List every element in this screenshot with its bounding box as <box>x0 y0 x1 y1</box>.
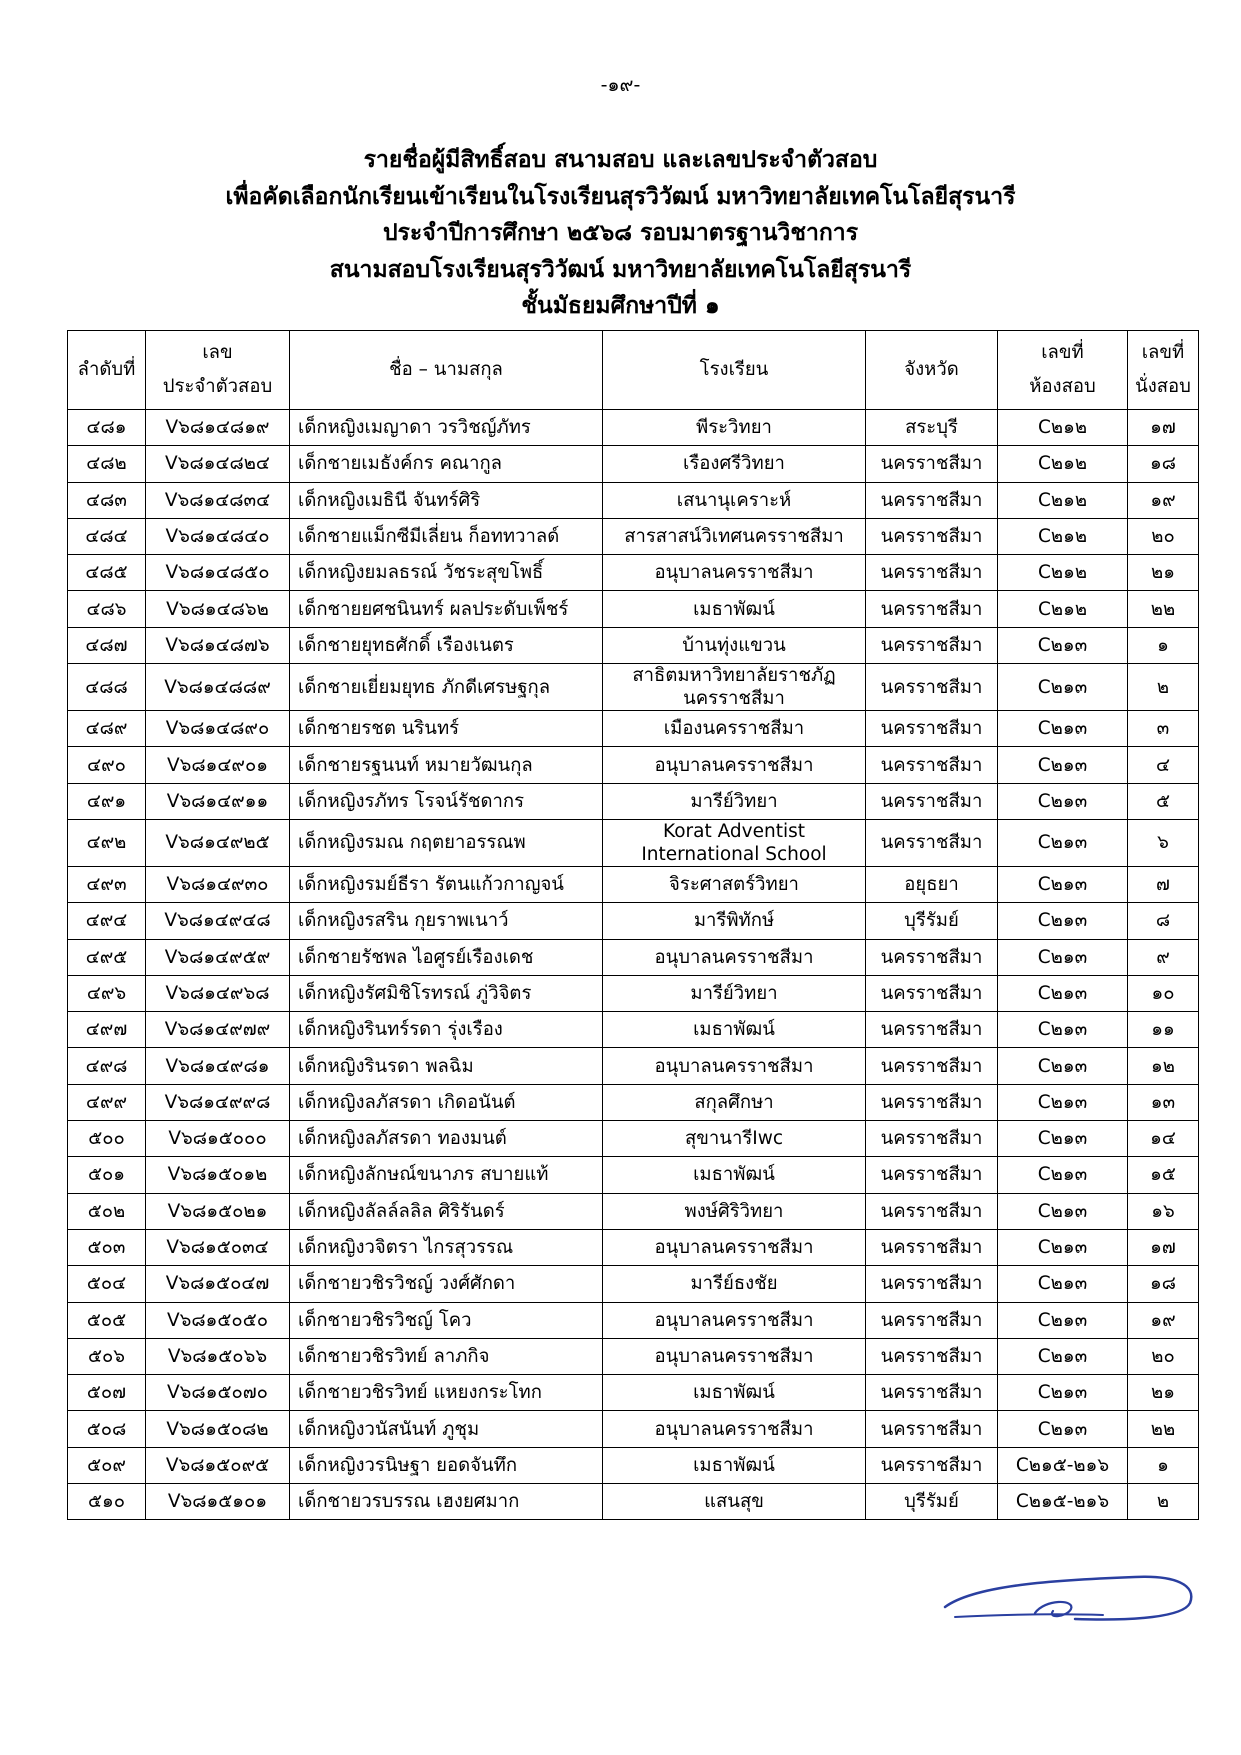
table-body <box>68 410 1199 1520</box>
table-row <box>68 1266 1199 1302</box>
cell-school: อนุบาลนครราชสีมา <box>603 939 866 975</box>
cell-province: นครราชสีมา <box>866 1229 998 1265</box>
cell-seat: ๒๑ <box>1128 555 1199 591</box>
cell-province: นครราชสีมา <box>866 1012 998 1048</box>
table-row <box>68 783 1199 819</box>
cell-no: ๕๐๕ <box>68 1302 146 1338</box>
cell-name: เด็กชายวชิรวิชญ์ โคว <box>290 1302 603 1338</box>
cell-school: พีระวิทยา <box>603 410 866 446</box>
cell-province: นครราชสีมา <box>866 1302 998 1338</box>
candidate-table <box>67 330 1199 1520</box>
cell-room: C๒๑๓ <box>998 1193 1128 1229</box>
cell-name: เด็กหญิงรินรดา พลฉิม <box>290 1048 603 1084</box>
cell-no: ๕๐๔ <box>68 1266 146 1302</box>
cell-no: ๔๙๐ <box>68 747 146 783</box>
cell-no: ๔๙๑ <box>68 783 146 819</box>
cell-name: เด็กหญิงรมย์ธีรา รัตนแก้วกาญจน์ <box>290 866 603 902</box>
table-row <box>68 1084 1199 1120</box>
table-row <box>68 518 1199 554</box>
cell-province: นครราชสีมา <box>866 783 998 819</box>
cell-seat: ๒ <box>1128 1484 1199 1520</box>
cell-exam-id: V๖๘๑๕๐๑๒ <box>146 1157 290 1193</box>
cell-exam-id: V๖๘๑๕๐๖๖ <box>146 1338 290 1374</box>
cell-exam-id: V๖๘๑๕๐๗๐ <box>146 1375 290 1411</box>
cell-province: นครราชสีมา <box>866 1048 998 1084</box>
cell-room: C๒๑๒ <box>998 410 1128 446</box>
cell-school: บ้านทุ่งแขวน <box>603 627 866 663</box>
document-title <box>0 142 1241 325</box>
cell-room: C๒๑๕-๒๑๖ <box>998 1484 1128 1520</box>
table-row <box>68 410 1199 446</box>
cell-room: C๒๑๓ <box>998 783 1128 819</box>
cell-exam-id: V๖๘๑๔๘๗๖ <box>146 627 290 663</box>
cell-province: นครราชสีมา <box>866 747 998 783</box>
header-room <box>998 331 1128 410</box>
title-line-4: สนามสอบโรงเรียนสุรวิวัฒน์ มหาวิทยาลัยเทคโนโลยีสุรนารี <box>329 256 912 283</box>
cell-province: นครราชสีมา <box>866 1338 998 1374</box>
cell-no: ๔๙๙ <box>68 1084 146 1120</box>
header-seat <box>1128 331 1199 410</box>
title-line-1: รายชื่อผู้มีสิทธิ์สอบ สนามสอบ และเลขประจำตัวสอบ <box>363 147 878 173</box>
cell-room: C๒๑๓ <box>998 1084 1128 1120</box>
cell-seat: ๑๗ <box>1128 1229 1199 1265</box>
cell-province: นครราชสีมา <box>866 664 998 711</box>
cell-exam-id: V๖๘๑๔๘๕๐ <box>146 555 290 591</box>
header-seat-line-1: เลขที่ <box>1141 342 1185 363</box>
cell-name: เด็กหญิงยมลธรณ์ วัชระสุขโพธิ์ <box>290 555 603 591</box>
table-row <box>68 975 1199 1011</box>
cell-room: C๒๑๓ <box>998 1012 1128 1048</box>
header-room-line-2: ห้องสอบ <box>1029 376 1096 397</box>
cell-room: C๒๑๓ <box>998 1121 1128 1157</box>
cell-no: ๕๐๒ <box>68 1193 146 1229</box>
cell-province: สระบุรี <box>866 410 998 446</box>
cell-school: อนุบาลนครราชสีมา <box>603 1302 866 1338</box>
table-row <box>68 1121 1199 1157</box>
cell-seat: ๓ <box>1128 711 1199 747</box>
table-row <box>68 482 1199 518</box>
cell-no: ๔๙๒ <box>68 819 146 866</box>
cell-name: เด็กชายเมธังค์กร คณากูล <box>290 446 603 482</box>
cell-province: นครราชสีมา <box>866 1157 998 1193</box>
cell-room: C๒๑๓ <box>998 1375 1128 1411</box>
cell-exam-id: V๖๘๑๔๙๒๕ <box>146 819 290 866</box>
cell-seat: ๑๑ <box>1128 1012 1199 1048</box>
cell-no: ๕๐๓ <box>68 1229 146 1265</box>
cell-exam-id: V๖๘๑๔๘๑๙ <box>146 410 290 446</box>
cell-no: ๔๘๘ <box>68 664 146 711</box>
title-line-5: ชั้นมัธยมศึกษาปีที่ ๑ <box>521 293 720 319</box>
cell-seat: ๒๒ <box>1128 1411 1199 1447</box>
cell-room: C๒๑๒ <box>998 446 1128 482</box>
cell-room: C๒๑๕-๒๑๖ <box>998 1447 1128 1483</box>
cell-province: นครราชสีมา <box>866 1266 998 1302</box>
cell-school: เรืองศรีวิทยา <box>603 446 866 482</box>
table-row <box>68 1302 1199 1338</box>
cell-province: นครราชสีมา <box>866 482 998 518</box>
cell-no: ๕๐๗ <box>68 1375 146 1411</box>
cell-province: นครราชสีมา <box>866 1084 998 1120</box>
table-row <box>68 1411 1199 1447</box>
cell-room: C๒๑๒ <box>998 591 1128 627</box>
cell-seat: ๑ <box>1128 1447 1199 1483</box>
cell-seat: ๑๒ <box>1128 1048 1199 1084</box>
cell-seat: ๗ <box>1128 866 1199 902</box>
cell-province: นครราชสีมา <box>866 446 998 482</box>
cell-name: เด็กหญิงวนัสนันท์ ภูชุม <box>290 1411 603 1447</box>
cell-school: เมธาพัฒน์ <box>603 1447 866 1483</box>
cell-school: พงษ์ศิริวิทยา <box>603 1193 866 1229</box>
cell-seat: ๒๐ <box>1128 1338 1199 1374</box>
cell-exam-id: V๖๘๑๕๐๙๕ <box>146 1447 290 1483</box>
cell-name: เด็กชายวชิรวิทย์ แหยงกระโทก <box>290 1375 603 1411</box>
cell-room: C๒๑๓ <box>998 1157 1128 1193</box>
cell-name: เด็กชายรชต นรินทร์ <box>290 711 603 747</box>
cell-exam-id: V๖๘๑๕๑๐๑ <box>146 1484 290 1520</box>
cell-seat: ๒๒ <box>1128 591 1199 627</box>
table-row <box>68 1157 1199 1193</box>
cell-exam-id: V๖๘๑๕๐๘๒ <box>146 1411 290 1447</box>
cell-room: C๒๑๓ <box>998 1302 1128 1338</box>
table-row <box>68 747 1199 783</box>
cell-no: ๕๐๘ <box>68 1411 146 1447</box>
cell-no: ๕๐๑ <box>68 1157 146 1193</box>
cell-exam-id: V๖๘๑๔๘๒๔ <box>146 446 290 482</box>
cell-room: C๒๑๓ <box>998 1266 1128 1302</box>
cell-school: เมธาพัฒน์ <box>603 1375 866 1411</box>
signature-mark <box>935 1555 1200 1635</box>
cell-exam-id: V๖๘๑๔๙๘๑ <box>146 1048 290 1084</box>
cell-seat: ๑๓ <box>1128 1084 1199 1120</box>
cell-name: เด็กหญิงลักษณ์ขนาภร สบายแท้ <box>290 1157 603 1193</box>
cell-school: สาธิตมหาวิทยาลัยราชภัฏ นครราชสีมา <box>603 664 866 711</box>
table-row <box>68 1193 1199 1229</box>
table-row <box>68 446 1199 482</box>
table-row <box>68 664 1199 711</box>
cell-name: เด็กชายวชิรวิชญ์ วงศ์ศักดา <box>290 1266 603 1302</box>
cell-exam-id: V๖๘๑๕๐๔๗ <box>146 1266 290 1302</box>
cell-name: เด็กชายแม็กซีมีเลี่ยน ก็อททวาลด์ <box>290 518 603 554</box>
cell-school: แสนสุข <box>603 1484 866 1520</box>
cell-room: C๒๑๓ <box>998 939 1128 975</box>
cell-room: C๒๑๓ <box>998 903 1128 939</box>
header-exam-id-line-1: เลข <box>202 342 233 363</box>
header-seat-line-2: นั่งสอบ <box>1135 376 1191 397</box>
cell-no: ๔๘๓ <box>68 482 146 518</box>
cell-school: มารีย์วิทยา <box>603 783 866 819</box>
cell-province: นครราชสีมา <box>866 975 998 1011</box>
cell-seat: ๒๐ <box>1128 518 1199 554</box>
cell-seat: ๑๘ <box>1128 446 1199 482</box>
cell-room: C๒๑๓ <box>998 1048 1128 1084</box>
cell-province: นครราชสีมา <box>866 1447 998 1483</box>
cell-no: ๔๙๔ <box>68 903 146 939</box>
cell-exam-id: V๖๘๑๔๘๖๒ <box>146 591 290 627</box>
cell-name: เด็กหญิงรสริน กุยราพเนาว์ <box>290 903 603 939</box>
cell-exam-id: V๖๘๑๔๙๐๑ <box>146 747 290 783</box>
cell-school: อนุบาลนครราชสีมา <box>603 1229 866 1265</box>
cell-name: เด็กชายยศชนินทร์ ผลประดับเพ็ชร์ <box>290 591 603 627</box>
header-room-line-1: เลขที่ <box>1041 342 1084 363</box>
cell-name: เด็กหญิงวรนิษฐา ยอดจันทึก <box>290 1447 603 1483</box>
cell-exam-id: V๖๘๑๔๙๙๘ <box>146 1084 290 1120</box>
cell-no: ๔๙๕ <box>68 939 146 975</box>
cell-no: ๔๘๖ <box>68 591 146 627</box>
cell-province: นครราชสีมา <box>866 1411 998 1447</box>
cell-school: สุขานารีIwc <box>603 1121 866 1157</box>
cell-province: อยุธยา <box>866 866 998 902</box>
cell-school: มารีย์วิทยา <box>603 975 866 1011</box>
cell-name: เด็กหญิงลภัสรดา ทองมนต์ <box>290 1121 603 1157</box>
cell-school: สารสาสน์วิเทศนครราชสีมา <box>603 518 866 554</box>
header-school: โรงเรียน <box>603 331 866 410</box>
header-exam-id <box>146 331 290 410</box>
cell-no: ๔๘๕ <box>68 555 146 591</box>
cell-name: เด็กหญิงรภัทร โรจน์รัชดากร <box>290 783 603 819</box>
cell-province: นครราชสีมา <box>866 518 998 554</box>
table-row <box>68 591 1199 627</box>
cell-room: C๒๑๓ <box>998 664 1128 711</box>
cell-room: C๒๑๓ <box>998 747 1128 783</box>
cell-seat: ๑๙ <box>1128 1302 1199 1338</box>
cell-seat: ๕ <box>1128 783 1199 819</box>
cell-name: เด็กหญิงรินทร์รดา รุ่งเรือง <box>290 1012 603 1048</box>
cell-no: ๕๑๐ <box>68 1484 146 1520</box>
cell-room: C๒๑๒ <box>998 518 1128 554</box>
title-line-2: เพื่อคัดเลือกนักเรียนเข้าเรียนในโรงเรียนสุรวิวัฒน์ มหาวิทยาลัยเทคโนโลยีสุรนารี <box>225 183 1016 210</box>
cell-school: เสนานุเคราะห์ <box>603 482 866 518</box>
cell-name: เด็กหญิงเมธินี จันทร์ศิริ <box>290 482 603 518</box>
cell-no: ๔๘๔ <box>68 518 146 554</box>
cell-exam-id: V๖๘๑๔๙๗๙ <box>146 1012 290 1048</box>
cell-school: อนุบาลนครราชสีมา <box>603 1411 866 1447</box>
cell-province: นครราชสีมา <box>866 555 998 591</box>
cell-province: นครราชสีมา <box>866 819 998 866</box>
cell-name: เด็กชายวชิรวิทย์ ลาภกิจ <box>290 1338 603 1374</box>
cell-room: C๒๑๓ <box>998 866 1128 902</box>
table-row <box>68 939 1199 975</box>
cell-seat: ๑๙ <box>1128 482 1199 518</box>
cell-name: เด็กหญิงรมณ กฤตยาอรรณพ <box>290 819 603 866</box>
cell-no: ๔๘๑ <box>68 410 146 446</box>
cell-exam-id: V๖๘๑๔๘๓๔ <box>146 482 290 518</box>
cell-name: เด็กหญิงลภัสรดา เกิดอนันต์ <box>290 1084 603 1120</box>
cell-seat: ๖ <box>1128 819 1199 866</box>
cell-room: C๒๑๓ <box>998 1338 1128 1374</box>
title-line-3: ประจำปีการศึกษา ๒๕๖๘ รอบมาตรฐานวิชาการ <box>382 220 859 246</box>
cell-no: ๕๐๖ <box>68 1338 146 1374</box>
cell-school: สกุลศึกษา <box>603 1084 866 1120</box>
cell-no: ๕๐๐ <box>68 1121 146 1157</box>
cell-exam-id: V๖๘๑๔๙๔๘ <box>146 903 290 939</box>
cell-exam-id: V๖๘๑๔๘๙๐ <box>146 711 290 747</box>
table-row <box>68 555 1199 591</box>
table-row <box>68 1484 1199 1520</box>
cell-no: ๔๙๘ <box>68 1048 146 1084</box>
cell-exam-id: V๖๘๑๔๙๓๐ <box>146 866 290 902</box>
cell-seat: ๑๕ <box>1128 1157 1199 1193</box>
cell-province: บุรีรัมย์ <box>866 1484 998 1520</box>
cell-seat: ๙ <box>1128 939 1199 975</box>
cell-school: มารีย์ธงชัย <box>603 1266 866 1302</box>
cell-school: เมธาพัฒน์ <box>603 1157 866 1193</box>
cell-province: นครราชสีมา <box>866 1193 998 1229</box>
page-number: -๑๙- <box>600 74 641 96</box>
cell-no: ๕๐๙ <box>68 1447 146 1483</box>
cell-room: C๒๑๓ <box>998 711 1128 747</box>
cell-room: C๒๑๓ <box>998 1229 1128 1265</box>
cell-room: C๒๑๒ <box>998 555 1128 591</box>
cell-no: ๔๙๖ <box>68 975 146 1011</box>
cell-room: C๒๑๒ <box>998 482 1128 518</box>
cell-seat: ๒ <box>1128 664 1199 711</box>
cell-exam-id: V๖๘๑๔๘๔๐ <box>146 518 290 554</box>
cell-no: ๔๘๗ <box>68 627 146 663</box>
cell-seat: ๑๗ <box>1128 410 1199 446</box>
cell-school: อนุบาลนครราชสีมา <box>603 555 866 591</box>
table-row <box>68 1447 1199 1483</box>
cell-school: Korat Adventist International School <box>603 819 866 866</box>
cell-exam-id: V๖๘๑๕๐๒๑ <box>146 1193 290 1229</box>
cell-school: เมธาพัฒน์ <box>603 1012 866 1048</box>
cell-exam-id: V๖๘๑๕๐๐๐ <box>146 1121 290 1157</box>
table-row <box>68 1229 1199 1265</box>
cell-seat: ๑ <box>1128 627 1199 663</box>
table-row <box>68 627 1199 663</box>
cell-seat: ๘ <box>1128 903 1199 939</box>
cell-name: เด็กหญิงวจิตรา ไกรสุวรรณ <box>290 1229 603 1265</box>
cell-name: เด็กชายรฐนนท์ หมายวัฒนกุล <box>290 747 603 783</box>
cell-name: เด็กชายยุทธศักดิ์ เรืองเนตร <box>290 627 603 663</box>
cell-room: C๒๑๓ <box>998 975 1128 1011</box>
cell-seat: ๑๔ <box>1128 1121 1199 1157</box>
cell-no: ๔๙๓ <box>68 866 146 902</box>
cell-exam-id: V๖๘๑๔๘๘๙ <box>146 664 290 711</box>
cell-exam-id: V๖๘๑๔๙๕๙ <box>146 939 290 975</box>
cell-room: C๒๑๓ <box>998 1411 1128 1447</box>
cell-school: มารีพิทักษ์ <box>603 903 866 939</box>
cell-name: เด็กหญิงรัศมิชิโรทรณ์ ภู่วิจิตร <box>290 975 603 1011</box>
cell-province: นครราชสีมา <box>866 627 998 663</box>
header-exam-id-line-2: ประจำตัวสอบ <box>162 376 273 397</box>
header-name: ชื่อ – นามสกุล <box>290 331 603 410</box>
cell-school: เมืองนครราชสีมา <box>603 711 866 747</box>
cell-seat: ๔ <box>1128 747 1199 783</box>
cell-province: นครราชสีมา <box>866 711 998 747</box>
cell-name: เด็กหญิงเมญาดา วรวิชญ์ภัทร <box>290 410 603 446</box>
cell-exam-id: V๖๘๑๕๐๓๔ <box>146 1229 290 1265</box>
table-row <box>68 1375 1199 1411</box>
cell-seat: ๒๑ <box>1128 1375 1199 1411</box>
table-row <box>68 819 1199 866</box>
cell-exam-id: V๖๘๑๔๙๑๑ <box>146 783 290 819</box>
cell-name: เด็กชายรัชพล ไอศูรย์เรืองเดช <box>290 939 603 975</box>
cell-school: เมธาพัฒน์ <box>603 591 866 627</box>
cell-province: บุรีรัมย์ <box>866 903 998 939</box>
cell-province: นครราชสีมา <box>866 939 998 975</box>
table-header-row <box>68 331 1199 410</box>
table-row <box>68 866 1199 902</box>
cell-seat: ๑๖ <box>1128 1193 1199 1229</box>
cell-province: นครราชสีมา <box>866 1121 998 1157</box>
cell-province: นครราชสีมา <box>866 1375 998 1411</box>
table-row <box>68 903 1199 939</box>
table-row <box>68 711 1199 747</box>
cell-no: ๔๘๒ <box>68 446 146 482</box>
cell-exam-id: V๖๘๑๕๐๕๐ <box>146 1302 290 1338</box>
cell-school: อนุบาลนครราชสีมา <box>603 1048 866 1084</box>
cell-school: อนุบาลนครราชสีมา <box>603 747 866 783</box>
cell-no: ๔๙๗ <box>68 1012 146 1048</box>
cell-seat: ๑๐ <box>1128 975 1199 1011</box>
table-row <box>68 1012 1199 1048</box>
cell-name: เด็กชายวรบรรณ เฮงยศมาก <box>290 1484 603 1520</box>
cell-no: ๔๘๙ <box>68 711 146 747</box>
cell-room: C๒๑๓ <box>998 819 1128 866</box>
cell-room: C๒๑๓ <box>998 627 1128 663</box>
table-row <box>68 1338 1199 1374</box>
cell-name: เด็กชายเยี่ยมยุทธ ภักดีเศรษฐกุล <box>290 664 603 711</box>
cell-exam-id: V๖๘๑๔๙๖๘ <box>146 975 290 1011</box>
header-no: ลำดับที่ <box>68 331 146 410</box>
cell-seat: ๑๘ <box>1128 1266 1199 1302</box>
cell-school: จิระศาสตร์วิทยา <box>603 866 866 902</box>
table-row <box>68 1048 1199 1084</box>
cell-school: อนุบาลนครราชสีมา <box>603 1338 866 1374</box>
header-province: จังหวัด <box>866 331 998 410</box>
cell-name: เด็กหญิงลัลล์ลลิล ศิริรันดร์ <box>290 1193 603 1229</box>
cell-province: นครราชสีมา <box>866 591 998 627</box>
